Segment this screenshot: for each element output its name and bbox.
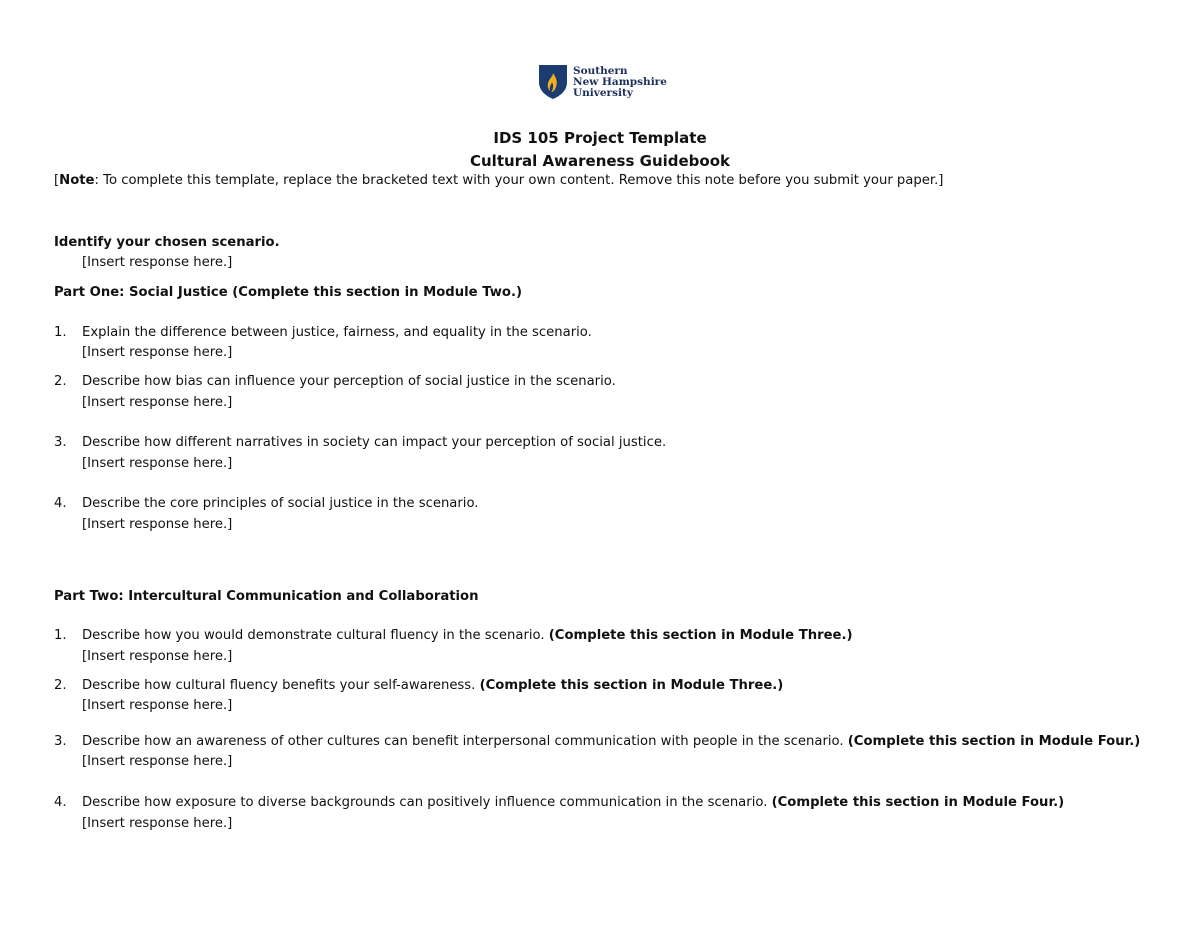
part-two-response-1[interactable]: [Insert response here.] — [82, 649, 233, 664]
part-one-heading: Part One: Social Justice (Complete this section in Module Two.) — [54, 285, 523, 300]
university-logo — [538, 64, 667, 100]
item-number: 4. — [54, 795, 67, 810]
item-module-note: (Complete this section in Module Four.) — [771, 795, 1065, 810]
item-number: 1. — [54, 325, 67, 340]
part-one-item-3 — [54, 435, 666, 450]
part-two-item-4 — [54, 795, 1064, 810]
document-title — [0, 127, 1200, 173]
item-number: 2. — [54, 678, 67, 693]
item-number: 4. — [54, 496, 67, 511]
item-prompt: Describe how exposure to diverse backgrounds can positively influence communication in the scenario. — [82, 795, 772, 810]
item-prompt: Describe how bias can influence your perception of social justice in the scenario. — [82, 374, 616, 389]
part-one-response-2[interactable]: [Insert response here.] — [82, 395, 233, 410]
part-one-item-2 — [54, 374, 616, 389]
item-prompt: Describe how different narratives in society can impact your perception of social justice. — [82, 435, 667, 450]
part-two-response-3[interactable]: [Insert response here.] — [82, 754, 233, 769]
item-module-note: (Complete this section in Module Three.) — [479, 678, 784, 693]
item-module-note: (Complete this section in Module Four.) — [847, 734, 1141, 749]
part-one-response-1[interactable]: [Insert response here.] — [82, 345, 233, 360]
title-line-1: IDS 105 Project Template — [493, 129, 707, 147]
logo-wordmark — [573, 66, 667, 99]
part-two-item-2 — [54, 678, 783, 693]
item-prompt: Explain the difference between justice, fairness, and equality in the scenario. — [82, 325, 592, 340]
note-label: Note — [59, 173, 95, 188]
note-text: : To complete this template, replace the bracketed text with your own content. Remove this note before you submit your paper.] — [94, 173, 944, 188]
part-two-response-4[interactable]: [Insert response here.] — [82, 816, 233, 831]
item-number: 3. — [54, 435, 67, 450]
part-one-item-4 — [54, 496, 479, 511]
scenario-response[interactable]: [Insert response here.] — [82, 255, 233, 270]
template-note — [54, 173, 943, 188]
logo-line-3: University — [573, 86, 633, 99]
logo-line-1: Southern — [573, 64, 628, 77]
item-number: 3. — [54, 734, 67, 749]
item-number: 1. — [54, 628, 67, 643]
item-prompt: Describe how an awareness of other cultures can benefit interpersonal communication with people in the scenario. — [82, 734, 848, 749]
part-two-response-2[interactable]: [Insert response here.] — [82, 698, 233, 713]
part-one-item-1 — [54, 325, 592, 340]
part-one-response-4[interactable]: [Insert response here.] — [82, 517, 233, 532]
part-two-item-1 — [54, 628, 853, 643]
shield-flame-icon — [538, 64, 568, 100]
item-module-note: (Complete this section in Module Three.) — [548, 628, 853, 643]
part-two-item-3 — [54, 734, 1140, 749]
item-prompt: Describe how cultural fluency benefits your self-awareness. — [82, 678, 480, 693]
part-one-response-3[interactable]: [Insert response here.] — [82, 456, 233, 471]
title-line-2: Cultural Awareness Guidebook — [469, 152, 731, 170]
item-prompt: Describe the core principles of social justice in the scenario. — [82, 496, 479, 511]
note-open-bracket: [ — [54, 173, 60, 188]
item-prompt: Describe how you would demonstrate cultural fluency in the scenario. — [82, 628, 549, 643]
item-number: 2. — [54, 374, 67, 389]
part-two-heading: Part Two: Intercultural Communication and Collaboration — [54, 589, 479, 604]
scenario-heading: Identify your chosen scenario. — [54, 235, 280, 250]
logo-line-2: New Hampshire — [573, 75, 667, 88]
